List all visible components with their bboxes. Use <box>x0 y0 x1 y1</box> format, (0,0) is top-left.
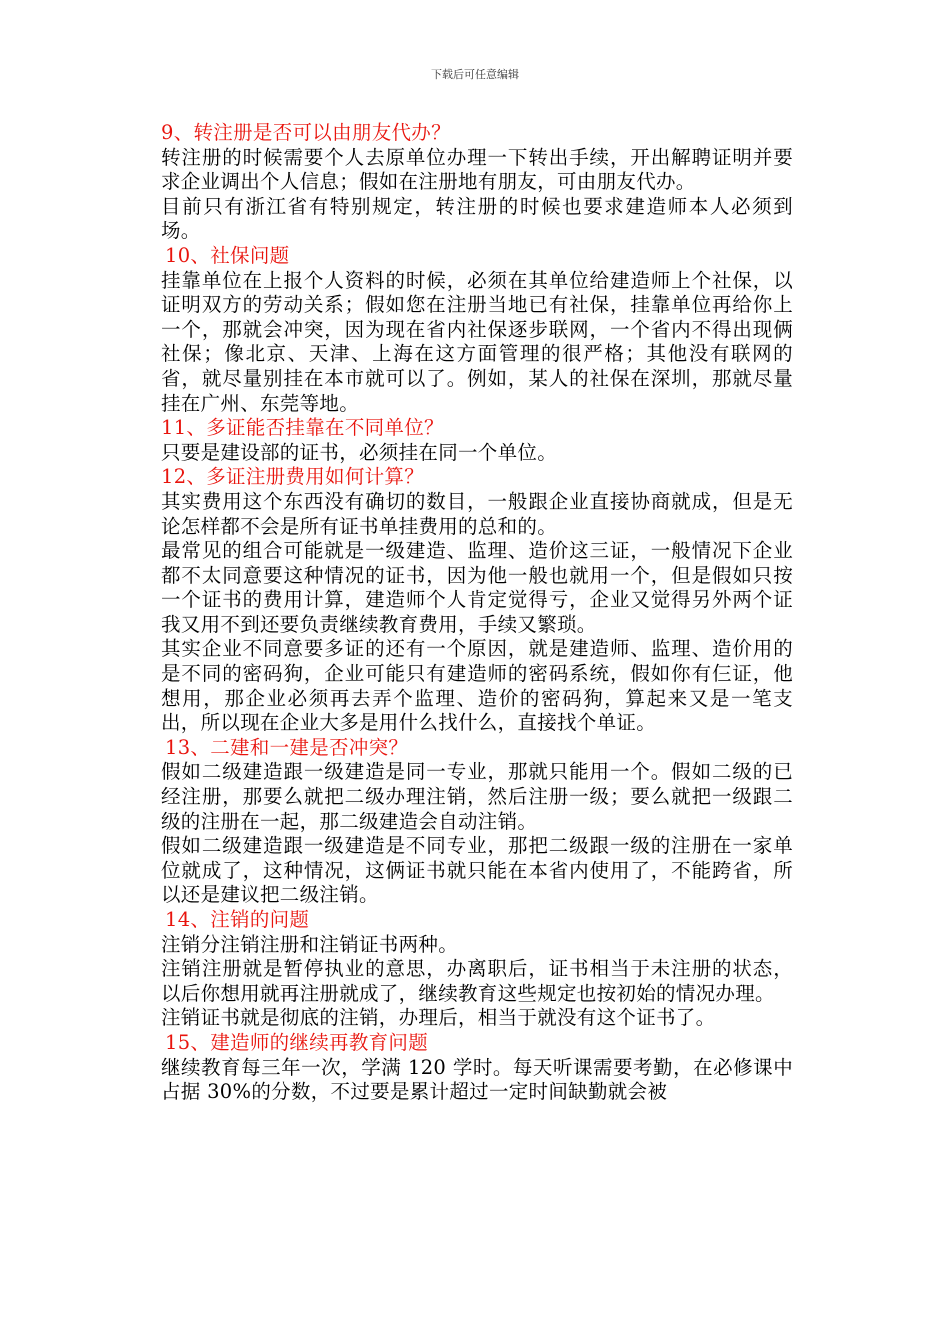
page-header: 下载后可任意编辑 <box>431 68 519 81</box>
paragraph: 注销注册就是暂停执业的意思，办离职后，证书相当于未注册的状态，以后你想用就再注册就成了，继续教育这些规定也按初始的情况办理。 <box>161 957 793 1005</box>
paragraph: 继续教育每三年一次，学满 120 学时。每天听课需要考勤，在必修课中占据 30%的分数，不过要是累计超过一定时间缺勤就会被 <box>161 1055 793 1104</box>
section-heading-12: 12、多证注册费用如何计算？ <box>161 465 425 489</box>
paragraph: 假如二级建造跟一级建造是同一专业，那就只能用一个。假如二级的已经注册，那要么就把二级办理注销，然后注册一级；要么就把一级跟二级的注册在一起，那二级建造会自动注销。 <box>161 760 793 833</box>
paragraph: 其实企业不同意要多证的还有一个原因，就是建造师、监理、造价用的是不同的密码狗，企业可能只有建造师的密码系统，假如你有仨证，他想用，那企业必须再去弄个监理、造价的密码狗，算起来又是一笔支出，所以现在企业大多是用什么找什么，直接找个单证。 <box>161 637 793 735</box>
paragraph: 只要是建设部的证书，必须挂在同一个单位。 <box>161 440 558 464</box>
section-heading-10: 10、社保问题 <box>165 243 290 267</box>
document-body <box>161 121 793 1105</box>
paragraph: 目前只有浙江省有特别规定，转注册的时候也要求建造师本人必须到场。 <box>161 194 793 243</box>
section-heading-13: 13、二建和一建是否冲突？ <box>165 735 409 759</box>
section-heading-11: 11、多证能否挂靠在不同单位？ <box>161 416 444 440</box>
paragraph: 注销分注销注册和注销证书两种。 <box>161 932 459 956</box>
paragraph: 转注册的时候需要个人去原单位办理一下转出手续，开出解聘证明并要求企业调出个人信息；假如在注册地有朋友，可由朋友代办。 <box>161 145 793 194</box>
section-heading-14: 14、注销的问题 <box>165 908 310 931</box>
paragraph: 挂靠单位在上报个人资料的时候，必须在其单位给建造师上个社保，以证明双方的劳动关系；假如您在注册当地已有社保，挂靠单位再给你上一个，那就会冲突，因为现在省内社保逐步联网，一个省内不得出现俩社保；像北京、天津、上海在这方面管理的很严格；其他没有联网的省，就尽量别挂在本市就可以了。例如，某人的社保在深圳，那就尽量挂在广州、东莞等地。 <box>161 268 793 415</box>
paragraph: 其实费用这个东西没有确切的数目，一般跟企业直接协商就成，但是无论怎样都不会是所有证书单挂费用的总和的。 <box>161 489 793 538</box>
paragraph: 最常见的组合可能就是一级建造、监理、造价这三证，一般情况下企业都不太同意要这种情况的证书，因为他一般也就用一个，但是假如只按一个证书的费用计算，建造师个人肯定觉得亏，企业又觉得另外两个证我又用不到还要负责继续教育费用，手续又繁琐。 <box>161 539 793 636</box>
paragraph: 注销证书就是彻底的注销，办理后，相当于就没有这个证书了。 <box>161 1006 716 1030</box>
section-heading-15: 15、建造师的继续再教育问题 <box>165 1030 429 1054</box>
paragraph: 假如二级建造跟一级建造是不同专业，那把二级跟一级的注册在一家单位就成了，这种情况，这俩证书就只能在本省内使用了，不能跨省，所以还是建议把二级注销。 <box>161 834 793 907</box>
section-heading-9: 9、转注册是否可以由朋友代办？ <box>161 121 451 144</box>
